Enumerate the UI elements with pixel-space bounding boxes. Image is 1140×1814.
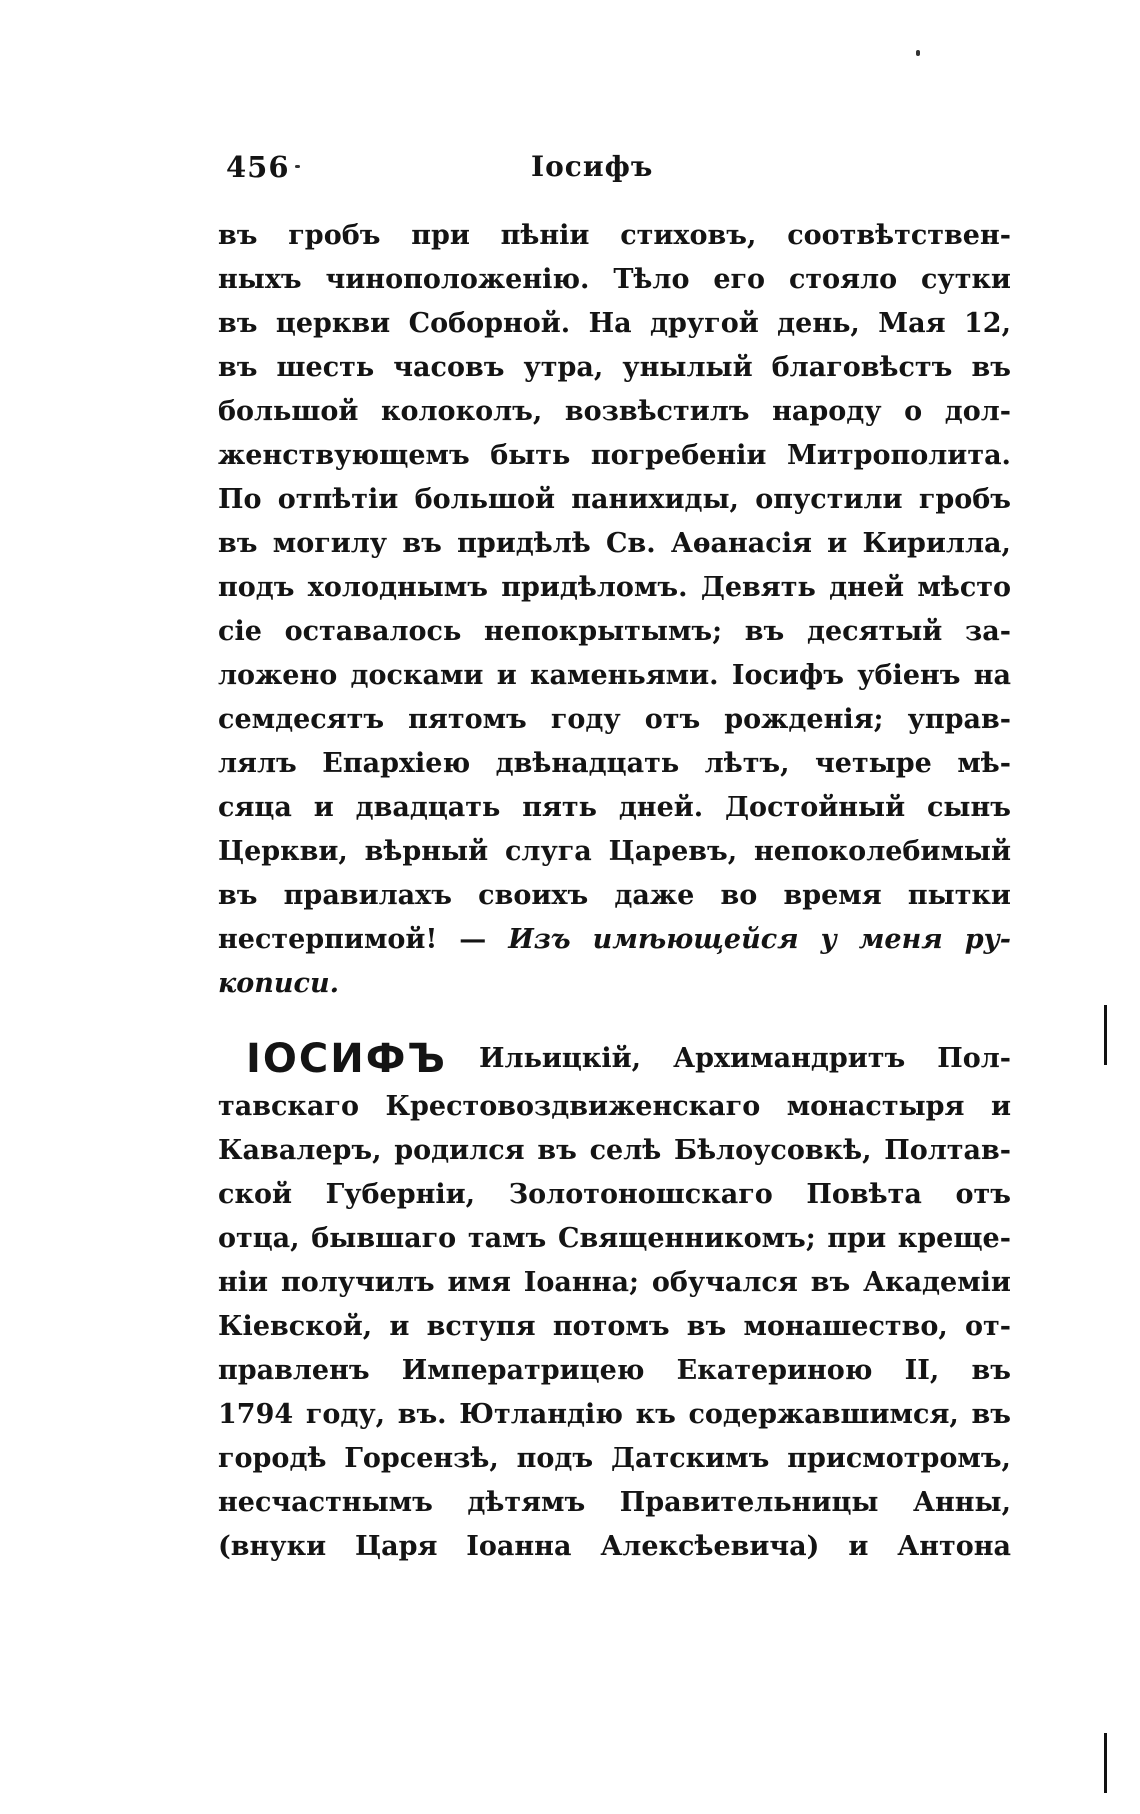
scan-speck — [916, 50, 920, 56]
word: Горсензѣ, — [344, 1443, 499, 1474]
word: Алексѣевича) — [600, 1531, 820, 1562]
word: правленъ — [218, 1355, 370, 1386]
entry-iosif-ilitsky — [218, 1033, 1011, 1569]
word: Кирилла, — [862, 528, 1011, 559]
word: Достойный — [725, 792, 906, 823]
word: гробъ — [918, 484, 1011, 515]
word: Екатериною — [676, 1355, 873, 1386]
word: въ — [971, 1355, 1011, 1386]
word: и — [827, 528, 848, 559]
word: стояло — [788, 264, 898, 295]
text-line — [218, 1173, 1011, 1217]
word: сяца — [218, 792, 292, 823]
word: соотвѣтствен- — [787, 220, 1011, 251]
word: году — [550, 704, 621, 735]
word: въ — [218, 880, 258, 911]
word: возвѣстилъ — [564, 396, 750, 427]
word: въ — [218, 352, 258, 383]
text-line — [218, 1437, 1011, 1481]
word: и — [496, 660, 517, 691]
word: ской — [218, 1179, 292, 1210]
running-head: Іосифъ — [531, 150, 654, 183]
word: каменьями. — [530, 660, 719, 691]
scan-margin-rule — [1104, 1733, 1107, 1793]
word: Царя — [354, 1531, 438, 1562]
word: пятомъ — [408, 704, 527, 735]
word: Ильицкій, — [479, 1043, 642, 1074]
word: меня — [858, 924, 943, 955]
word: десятый — [806, 616, 943, 647]
word: отъ — [955, 1179, 1011, 1210]
text-line — [218, 258, 1011, 302]
word: въ — [218, 308, 258, 339]
word: отца, — [218, 1223, 300, 1254]
text-line — [218, 214, 1011, 258]
word: въ — [971, 352, 1011, 383]
word: другой — [650, 308, 759, 339]
word: пять — [522, 792, 597, 823]
word: Ютландію — [459, 1399, 623, 1430]
word: Датскимъ — [610, 1443, 770, 1474]
word: Священникомъ; — [557, 1223, 816, 1254]
word: и — [990, 1091, 1011, 1122]
word: пытки — [907, 880, 1011, 911]
word: подъ — [218, 572, 295, 603]
word: городѣ — [218, 1443, 327, 1474]
word: подъ — [516, 1443, 594, 1474]
text-line — [218, 830, 1011, 874]
word: придѣлѣ — [457, 528, 591, 559]
word: Полтав- — [884, 1135, 1011, 1166]
word: большой — [218, 396, 359, 427]
word: Кіевской, — [218, 1311, 373, 1342]
word: отъ — [644, 704, 701, 735]
word: сутки — [920, 264, 1011, 295]
word: Губерніи, — [325, 1179, 476, 1210]
word: убіенъ — [857, 660, 961, 691]
word: II, — [904, 1355, 940, 1386]
text-line — [218, 654, 1011, 698]
text-line — [218, 1033, 1011, 1085]
word: отпѣтіи — [277, 484, 399, 515]
word: вѣрный — [364, 836, 489, 867]
word: 1794 — [218, 1399, 294, 1430]
word: Архимандритъ — [673, 1043, 906, 1074]
text-line — [218, 1129, 1011, 1173]
word: колоколъ, — [381, 396, 543, 427]
scan-margin-rule — [1104, 1005, 1107, 1065]
word: при — [411, 220, 470, 251]
text-line — [218, 1349, 1011, 1393]
word: въ — [218, 220, 258, 251]
word: селѣ — [589, 1135, 662, 1166]
word: несчастнымъ — [218, 1487, 433, 1518]
word: от- — [965, 1311, 1011, 1342]
word: Повѣта — [806, 1179, 922, 1210]
word: пѣніи — [500, 220, 590, 251]
word: ложено — [218, 660, 338, 691]
text-line — [218, 522, 1011, 566]
word: погребеніи — [590, 440, 767, 471]
word: По — [218, 484, 262, 515]
word: Императрицею — [401, 1355, 645, 1386]
word: нестерпимой! — [218, 924, 438, 955]
word: Царевъ, — [608, 836, 738, 867]
word: Св. — [606, 528, 656, 559]
word: дол- — [944, 396, 1011, 427]
page-header — [226, 150, 1011, 190]
word: при — [827, 1223, 887, 1254]
word: панихиды, — [571, 484, 739, 515]
entry-headword: ІОСИФЪ — [246, 1036, 447, 1082]
word: Пол- — [937, 1043, 1011, 1074]
word: дней. — [618, 792, 704, 823]
word: и — [389, 1311, 410, 1342]
word: Бѣлоусовкѣ, — [674, 1135, 872, 1166]
word: имя — [447, 1267, 511, 1298]
word: обучался — [651, 1267, 798, 1298]
word: мѣсто — [917, 572, 1011, 603]
word: ніи — [218, 1267, 269, 1298]
word: родился — [394, 1135, 525, 1166]
word: его — [713, 264, 766, 295]
word: чиноположенію. — [325, 264, 590, 295]
word: въ — [686, 1311, 727, 1342]
word: бывшаго — [311, 1223, 457, 1254]
word: Іосифъ — [731, 660, 844, 691]
word: непокрытымъ; — [484, 616, 723, 647]
word: въ — [810, 1267, 851, 1298]
word: Золотоношскаго — [508, 1179, 773, 1210]
word: въ. — [397, 1399, 447, 1430]
text-line — [218, 566, 1011, 610]
entry-continuation — [218, 214, 1011, 1006]
word: управ- — [907, 704, 1011, 735]
word: Анны, — [913, 1487, 1011, 1518]
word: благовѣстъ — [771, 352, 953, 383]
word: монашество, — [743, 1311, 948, 1342]
word: дѣтямъ — [467, 1487, 586, 1518]
word: Соборной. — [408, 308, 571, 339]
word: шесть — [276, 352, 375, 383]
word: придѣломъ. — [501, 572, 688, 603]
word: сынъ — [926, 792, 1011, 823]
word: Кавалеръ, — [218, 1135, 382, 1166]
word: тавскаго — [218, 1091, 359, 1122]
text-line — [218, 390, 1011, 434]
word: день, — [777, 308, 860, 339]
text-line — [218, 786, 1011, 830]
word: Епархіею — [322, 748, 471, 779]
word: лялъ — [218, 748, 297, 779]
word: потомъ — [552, 1311, 670, 1342]
word: Антона — [897, 1531, 1011, 1562]
word: даже — [614, 880, 695, 911]
word: Изъ — [508, 924, 571, 955]
word: досками — [350, 660, 484, 691]
word: сіе — [218, 616, 262, 647]
word: двадцать — [355, 792, 501, 823]
word: содержавшимся, — [688, 1399, 959, 1430]
word: Мая — [878, 308, 946, 339]
word: Академіи — [863, 1267, 1011, 1298]
word: рожденія; — [724, 704, 884, 735]
word: часовъ — [393, 352, 505, 383]
text-line — [218, 1481, 1011, 1525]
word: (внуки — [218, 1531, 327, 1562]
word: На — [588, 308, 632, 339]
text-line — [218, 302, 1011, 346]
word: Аѳанасія — [670, 528, 812, 559]
text-line — [218, 610, 1011, 654]
word: присмотромъ, — [787, 1443, 1011, 1474]
text-line — [218, 1393, 1011, 1437]
word: кописи. — [218, 968, 340, 999]
word: — — [459, 924, 487, 955]
word: въ — [971, 1399, 1011, 1430]
word: время — [783, 880, 882, 911]
text-line — [218, 346, 1011, 390]
word: въ — [402, 528, 442, 559]
word: Церкви, — [218, 836, 348, 867]
word: народу — [772, 396, 882, 427]
word: и — [848, 1531, 869, 1562]
word: вступя — [426, 1311, 536, 1342]
word: быть — [490, 440, 571, 471]
word: имѣющейся — [592, 924, 799, 955]
text-line — [218, 1261, 1011, 1305]
word: стиховъ, — [620, 220, 757, 251]
word: правилахъ — [283, 880, 452, 911]
word: женствующемъ — [218, 440, 470, 471]
word: на — [973, 660, 1011, 691]
text-line — [218, 874, 1011, 918]
word: ныхъ — [218, 264, 302, 295]
word: двѣнадцать — [495, 748, 680, 779]
word: непоколебимый — [753, 836, 1011, 867]
word: мѣ- — [957, 748, 1011, 779]
word: и — [313, 792, 334, 823]
word: Іоанна; — [523, 1267, 639, 1298]
word: дней — [829, 572, 905, 603]
word: во — [720, 880, 758, 911]
word: гробъ — [288, 220, 381, 251]
word: у — [820, 924, 837, 955]
word: 12, — [964, 308, 1011, 339]
word: оставалось — [284, 616, 462, 647]
word: о — [904, 396, 923, 427]
word: году, — [305, 1399, 386, 1430]
word: Іоанна — [466, 1531, 572, 1562]
word: церкви — [275, 308, 391, 339]
text-line — [218, 962, 1011, 1006]
text-line — [218, 742, 1011, 786]
word: монастыря — [786, 1091, 965, 1122]
word: Тѣло — [613, 264, 690, 295]
page-number: 456 — [226, 150, 290, 184]
text-line — [218, 698, 1011, 742]
word: за- — [965, 616, 1011, 647]
word: Правительницы — [619, 1487, 879, 1518]
text-line — [218, 1217, 1011, 1261]
word: креще- — [897, 1223, 1011, 1254]
word: унылый — [622, 352, 753, 383]
text-line — [218, 1305, 1011, 1349]
word: получилъ — [280, 1267, 435, 1298]
word: Митрополита. — [786, 440, 1011, 471]
word: въ — [744, 616, 785, 647]
text-line — [218, 434, 1011, 478]
word: слуга — [504, 836, 592, 867]
word: въ — [218, 528, 258, 559]
word: лѣтъ, — [704, 748, 790, 779]
word: къ — [635, 1399, 676, 1430]
text-line — [218, 1525, 1011, 1569]
word: своихъ — [478, 880, 589, 911]
word: въ — [537, 1135, 577, 1166]
word: семдесятъ — [218, 704, 385, 735]
text-line — [218, 478, 1011, 522]
word: холоднымъ — [307, 572, 488, 603]
word: Девять — [700, 572, 816, 603]
text-line — [218, 918, 1011, 962]
word: тамъ — [467, 1223, 547, 1254]
word: четыре — [815, 748, 932, 779]
word: опустили — [755, 484, 903, 515]
word: могилу — [272, 528, 388, 559]
word: большой — [414, 484, 556, 515]
scan-speck — [295, 165, 300, 168]
word: Крестовоздвиженскаго — [385, 1091, 761, 1122]
word: утра, — [523, 352, 604, 383]
word: ру- — [964, 924, 1011, 955]
text-line — [218, 1085, 1011, 1129]
